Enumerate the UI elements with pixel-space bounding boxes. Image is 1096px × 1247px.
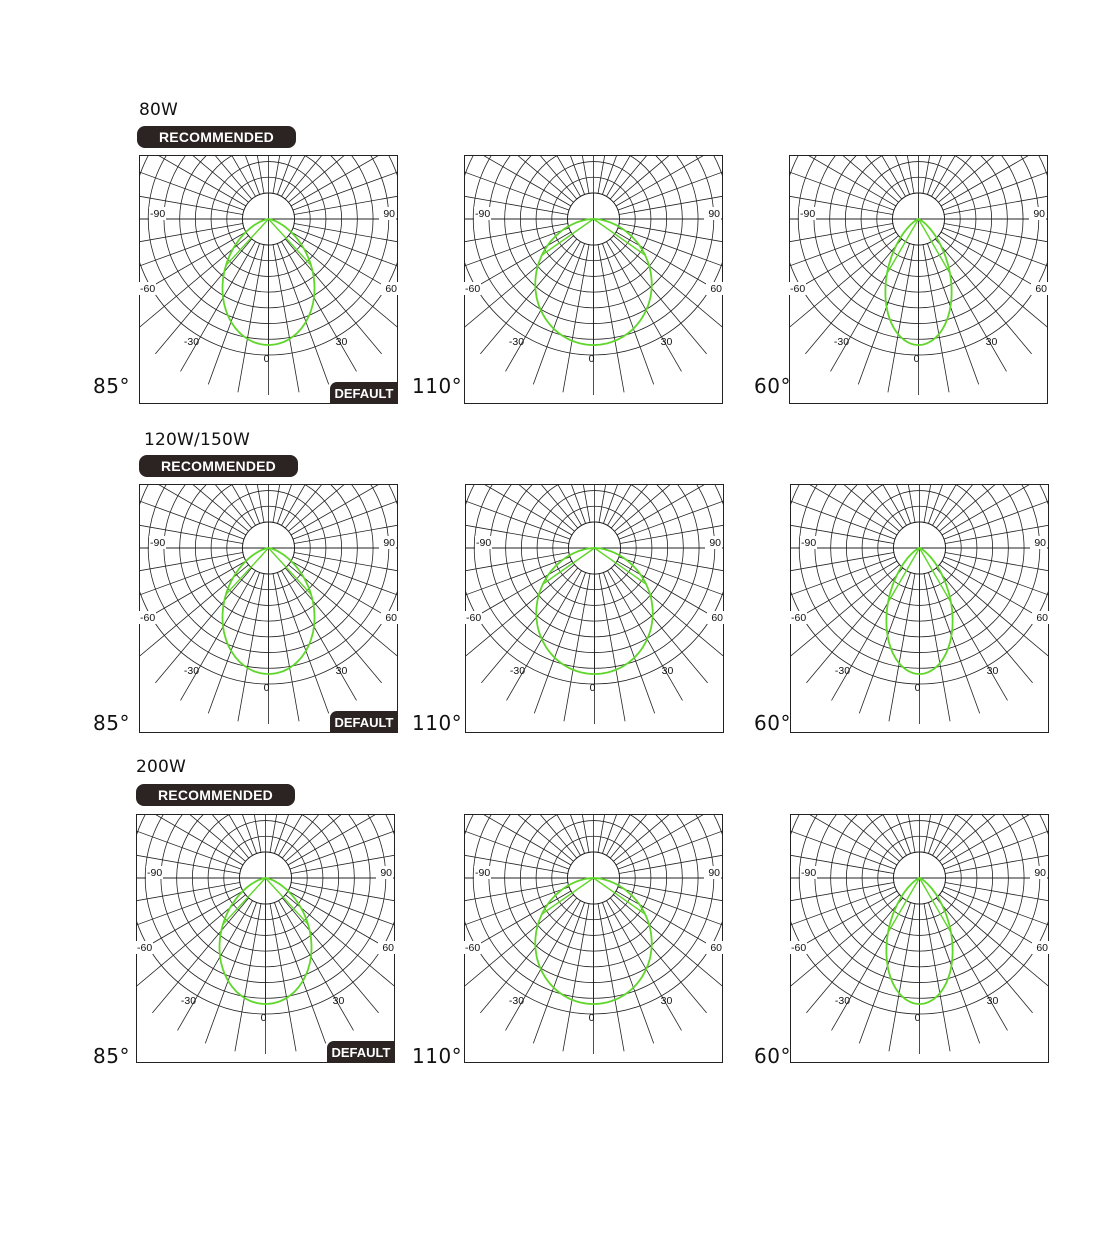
tick-label: 0 [589, 682, 596, 694]
tick-label: -30 [509, 665, 526, 677]
tick-label: -90 [475, 208, 491, 220]
grid-spoke [613, 765, 728, 861]
tick-label: -90 [150, 208, 166, 220]
tick-label: -60 [466, 612, 482, 624]
grid-spoke [460, 435, 575, 531]
grid-spoke [614, 435, 729, 531]
grid-spoke [785, 765, 900, 861]
tick-label: 60 [1035, 283, 1047, 295]
grid-spoke [288, 106, 403, 202]
grid-spoke [134, 106, 249, 202]
tick-label: -30 [183, 665, 200, 677]
recommended-badge: RECOMMENDED [136, 784, 295, 806]
tick-label: 0 [914, 1012, 921, 1024]
beam-angle-label: 60° [754, 374, 791, 398]
beam-angle-label: 60° [754, 711, 791, 735]
grid-spoke [131, 765, 246, 861]
grid-spoke [938, 106, 1053, 202]
tick-label: -60 [465, 942, 481, 954]
beam-angle-label: 110° [412, 711, 463, 735]
tick-label: 30 [985, 336, 998, 348]
tick-label: -90 [475, 867, 491, 879]
tick-label: 0 [914, 682, 921, 694]
tick-label: -30 [834, 665, 851, 677]
tick-label: 30 [986, 665, 999, 677]
recommended-badge: RECOMMENDED [137, 126, 296, 148]
tick-label: 30 [660, 336, 673, 348]
tick-label: 90 [383, 208, 395, 220]
polar-plot [465, 484, 724, 733]
beam-angle-label: 85° [93, 374, 130, 398]
tick-label: -60 [791, 612, 807, 624]
tick-label: 90 [1034, 537, 1046, 549]
grid-spoke [785, 435, 900, 531]
tick-label: -60 [140, 283, 156, 295]
polar-plot [464, 814, 723, 1063]
tick-label: 90 [709, 537, 721, 549]
beam-angle-label: 85° [93, 711, 130, 735]
tick-label: 30 [661, 665, 674, 677]
tick-label: 60 [710, 283, 722, 295]
tick-label: -90 [801, 537, 817, 549]
tick-label: -60 [790, 283, 806, 295]
grid-spoke [939, 765, 1054, 861]
tick-label: 90 [708, 867, 720, 879]
tick-label: 60 [1036, 942, 1048, 954]
tick-label: 0 [913, 353, 920, 365]
tick-label: -90 [801, 867, 817, 879]
section-title: 80W [139, 100, 179, 120]
tick-label: 30 [332, 995, 345, 1007]
tick-label: -30 [508, 336, 525, 348]
polar-plot [136, 814, 395, 1063]
recommended-badge: RECOMMENDED [139, 455, 298, 477]
grid-spoke [939, 435, 1054, 531]
default-badge: DEFAULT [327, 1041, 395, 1063]
tick-label: 0 [263, 682, 270, 694]
polar-plot [790, 484, 1049, 733]
tick-label: 30 [660, 995, 673, 1007]
beam-angle-label: 110° [412, 374, 463, 398]
polar-plot [139, 155, 398, 404]
polar-plot [464, 155, 723, 404]
tick-label: -30 [833, 336, 850, 348]
tick-label: 30 [335, 336, 348, 348]
tick-label: 90 [1034, 867, 1046, 879]
tick-label: -60 [137, 942, 153, 954]
tick-label: 90 [380, 867, 392, 879]
tick-label: -90 [150, 537, 166, 549]
tick-label: -60 [140, 612, 156, 624]
grid-spoke [613, 106, 728, 202]
default-badge: DEFAULT [330, 711, 398, 733]
tick-label: 60 [385, 612, 397, 624]
tick-label: 90 [383, 537, 395, 549]
tick-label: -30 [508, 995, 525, 1007]
tick-label: 0 [263, 353, 270, 365]
section-title: 200W [136, 757, 187, 777]
tick-label: -30 [183, 336, 200, 348]
beam-angle-label: 110° [412, 1044, 463, 1068]
tick-label: 90 [708, 208, 720, 220]
beam-angle-label: 85° [93, 1044, 130, 1068]
tick-label: -30 [834, 995, 851, 1007]
tick-label: 30 [986, 995, 999, 1007]
grid-spoke [784, 106, 899, 202]
tick-label: -60 [465, 283, 481, 295]
tick-label: -30 [180, 995, 197, 1007]
tick-label: -90 [476, 537, 492, 549]
polar-plot [790, 814, 1049, 1063]
grid-spoke [288, 435, 403, 531]
tick-label: -90 [800, 208, 816, 220]
tick-label: 60 [1036, 612, 1048, 624]
grid-spoke [285, 765, 400, 861]
grid-spoke [459, 765, 574, 861]
tick-label: 90 [1033, 208, 1045, 220]
tick-label: 0 [588, 1012, 595, 1024]
default-badge: DEFAULT [330, 382, 398, 404]
section-title: 120W/150W [144, 430, 251, 450]
grid-spoke [459, 106, 574, 202]
tick-label: 60 [382, 942, 394, 954]
tick-label: 60 [710, 942, 722, 954]
tick-label: 0 [588, 353, 595, 365]
tick-label: 60 [385, 283, 397, 295]
tick-label: -60 [791, 942, 807, 954]
tick-label: 0 [260, 1012, 267, 1024]
tick-label: 30 [335, 665, 348, 677]
beam-angle-label: 60° [754, 1044, 791, 1068]
tick-label: 60 [711, 612, 723, 624]
polar-plot [139, 484, 398, 733]
tick-label: -90 [147, 867, 163, 879]
polar-plot [789, 155, 1048, 404]
